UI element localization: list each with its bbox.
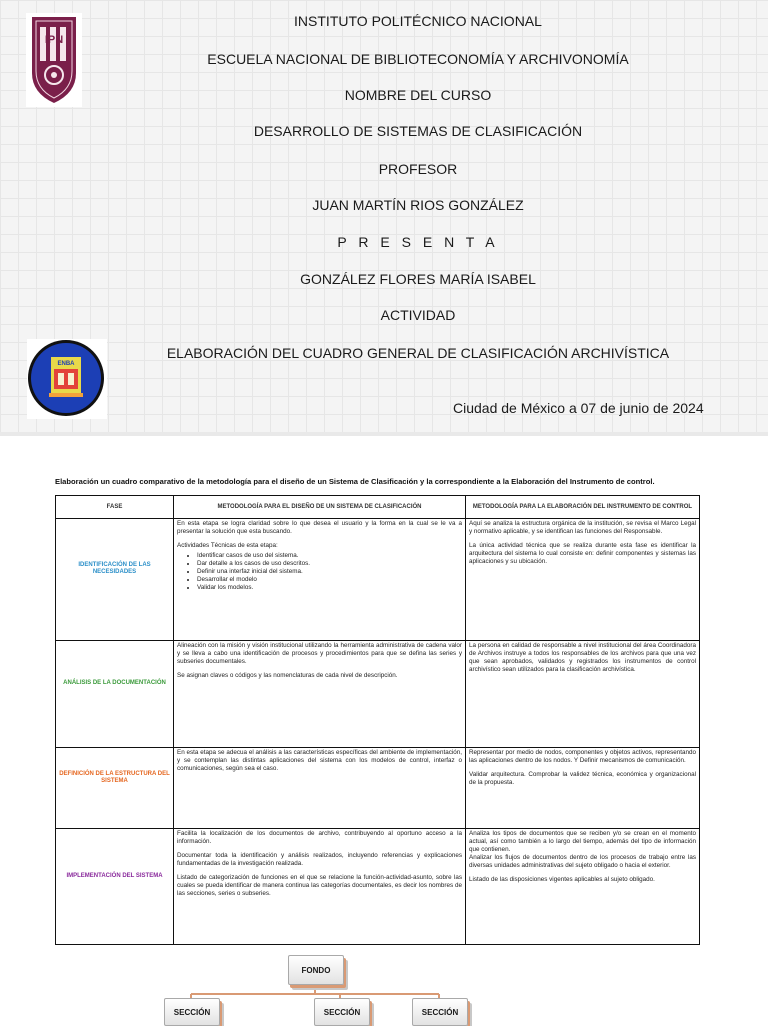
table-header-row bbox=[56, 496, 700, 519]
design-cell bbox=[174, 748, 466, 829]
cover-place-date: Ciudad de México a 07 de junio de 2024 bbox=[453, 400, 704, 416]
comparison-table bbox=[55, 495, 700, 945]
control-cell bbox=[466, 829, 700, 945]
phase-cell: IDENTIFICACIÓN DE LAS NECESIDADES bbox=[56, 519, 174, 641]
design-cell bbox=[174, 829, 466, 945]
table-row bbox=[56, 519, 700, 641]
org-node-fondo: FONDO bbox=[288, 955, 344, 985]
control-cell bbox=[466, 748, 700, 829]
cell-paragraph: Listado de categorización de funciones en el que se relacione la función-actividad-asunto, sobre las cuales se pueda identificar de manera continua las categorías documentales, es decir los nombres de las secciones, series o subseries. bbox=[177, 874, 462, 897]
cover-school: ESCUELA NACIONAL DE BIBLIOTECONOMÍA Y ARCHIVONOMÍA bbox=[207, 51, 629, 67]
cell-paragraph: Aquí se analiza la estructura orgánica de la institución, se revisa el Marco Legal y normativo aplicable, y se identifican las funciones del Responsable. bbox=[469, 520, 696, 535]
cell-paragraph: Alineación con la misión y visión institucional utilizando la herramienta administrativa de cadena valor y se lleva a cabo una identificación de procesos y procedimientos para que se defina las series y subseries documentales. bbox=[177, 642, 462, 665]
list-item: • Validar los modelos. bbox=[197, 584, 462, 592]
cover-institute: INSTITUTO POLITÉCNICO NACIONAL bbox=[294, 13, 542, 29]
cell-paragraph: En esta etapa se logra claridad sobre lo que desea el usuario y la forma en la cual se le va a presentar la solución que esta buscando. bbox=[177, 520, 462, 535]
cell-paragraph: Se asignan claves o códigos y las nomenclaturas de cada nivel de descripción. bbox=[177, 672, 398, 679]
org-node-seccion: SECCIÓN bbox=[314, 998, 370, 1026]
org-node-seccion: SECCIÓN bbox=[412, 998, 468, 1026]
cell-paragraph: Analizar los flujos de documentos dentro de los procesos de trabajo entre las diversas unidades administrativas del sujeto obligado o hacia el exterior. bbox=[469, 854, 696, 869]
phase-cell: DEFINICIÓN DE LA ESTRUCTURA DEL SISTEMA bbox=[56, 748, 174, 829]
cell-paragraph: La única actividad técnica que se realiza durante esta fase es identificar la arquitectura del sistema lo cual consiste en: definir componentes y sistemas las aplicaciones y su ubicación. bbox=[469, 542, 696, 565]
table-title: Elaboración un cuadro comparativo de la metodología para el diseño de un Sistema de Clasificación y la correspondiente a la Elaboración del Instrumento de control. bbox=[55, 477, 655, 486]
cover-course-name: DESARROLLO DE SISTEMAS DE CLASIFICACIÓN bbox=[253, 123, 583, 139]
control-cell bbox=[466, 519, 700, 641]
cover-activity-title: ELABORACIÓN DEL CUADRO GENERAL DE CLASIFICACIÓN ARCHIVÍSTICA bbox=[166, 345, 670, 361]
enba-logo bbox=[27, 339, 107, 419]
cell-paragraph: Listado de las disposiciones vigentes aplicables al sujeto obligado. bbox=[469, 876, 655, 883]
cover-student-name: GONZÁLEZ FLORES MARÍA ISABEL bbox=[300, 271, 536, 287]
control-cell bbox=[466, 641, 700, 748]
list-item: • Desarrollar el modelo bbox=[197, 576, 462, 584]
page-separator bbox=[0, 432, 768, 436]
cover-presents: P R E S E N T A bbox=[337, 234, 499, 250]
design-cell bbox=[174, 641, 466, 748]
cell-paragraph: Representar por medio de nodos, componentes y objetos activos, representando las aplicaciones dentro de los nodos. Y Definir mecanismos de comunicación. bbox=[469, 749, 696, 764]
cover-activity-label: ACTIVIDAD bbox=[380, 307, 456, 323]
ipn-logo-text: IPN bbox=[44, 34, 64, 46]
cover-professor-label: PROFESOR bbox=[378, 161, 458, 177]
list-item: • Definir una interfaz inicial del sistema. bbox=[197, 568, 462, 576]
cell-paragraph: En esta etapa se adecua el análisis a las características específicas del ambiente de implementación, y se contemplan las distintas aplicaciones del sistema con los modelos de control, interfaz o comunicaciones, según sea el caso. bbox=[177, 749, 462, 772]
phase-cell: IMPLEMENTACIÓN DEL SISTEMA bbox=[56, 829, 174, 945]
phase-cell: ANÁLISIS DE LA DOCUMENTACIÓN bbox=[56, 641, 174, 748]
header-control-methodology: METODOLOGÍA PARA LA ELABORACIÓN DEL INSTRUMENTO DE CONTROL bbox=[466, 496, 700, 519]
cell-paragraph: Facilita la localización de los documentos de archivo, contribuyendo al oportuno acceso a la información. bbox=[177, 830, 462, 845]
cover-page bbox=[0, 0, 768, 432]
org-chart-connectors bbox=[0, 940, 768, 1024]
header-design-methodology: METODOLOGÍA PARA EL DISEÑO DE UN SISTEMA DE CLASIFICACIÓN bbox=[174, 496, 466, 519]
cell-paragraph: Documentar toda la identificación y análisis realizados, incluyendo referencias y explicaciones fundamentadas de la investigación realizada. bbox=[177, 852, 462, 867]
list-item: • Dar detalle a los casos de uso descritos. bbox=[197, 560, 462, 568]
cover-course-label: NOMBRE DEL CURSO bbox=[344, 87, 492, 103]
cover-professor-name: JUAN MARTÍN RIOS GONZÁLEZ bbox=[312, 197, 524, 213]
table-row bbox=[56, 829, 700, 945]
table-row bbox=[56, 748, 700, 829]
cell-paragraph: Actividades Técnicas de esta etapa: bbox=[177, 542, 278, 549]
cell-paragraph: Analiza los tipos de documentos que se reciben y/o se crean en el momento actual, así como también a lo largo del tiempo, además del tipo de información que contienen. bbox=[469, 830, 696, 853]
list-item: • Identificar casos de uso del sistema. bbox=[197, 552, 462, 560]
cell-paragraph: Validar arquitectura. Comprobar la validez técnica, económica y organizacional de la propuesta. bbox=[469, 771, 696, 786]
org-node-seccion: SECCIÓN bbox=[164, 998, 220, 1026]
activities-list bbox=[187, 552, 462, 592]
table-row bbox=[56, 641, 700, 748]
enba-logo-text: ENBA bbox=[57, 361, 75, 367]
design-cell bbox=[174, 519, 466, 641]
cell-paragraph: La persona en calidad de responsable a nivel institucional del área Coordinadora de Archivos instruye a todos los responsables de los archivos para que una vez que sean aprobados, validados y registrados los instrumentos de control archivístico sean utilizados para la clasificación archivística. bbox=[469, 642, 696, 673]
header-phase: FASE bbox=[56, 496, 174, 519]
